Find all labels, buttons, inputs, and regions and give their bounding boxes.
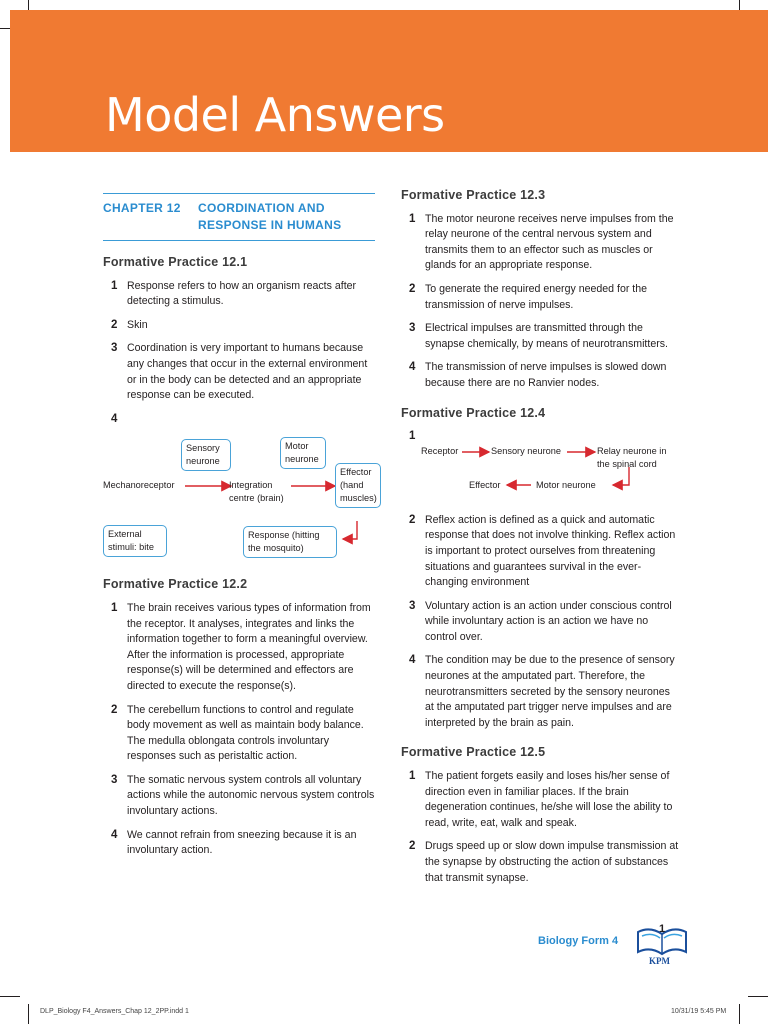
page-title: Model Answers	[105, 88, 445, 142]
item-text: The condition may be due to the presence of sensory neurones at the amputated part. Therefore, the neurotransmitters secreted by the sensory neurones at the amputated part trigger nerve impulses and are interpreted by the brain as pain.	[425, 654, 675, 729]
item-number: 3	[111, 773, 118, 786]
item-number: 1	[409, 770, 416, 783]
left-column	[103, 193, 375, 867]
response-pathway-diagram	[103, 429, 375, 569]
item-text: Reflex action is defined as a quick and automatic response that does not involve thinking. Reflex action is important to protect ourselves from threatening situations and guarantees survival in the ever-changing environment	[425, 513, 676, 589]
list-item	[401, 212, 679, 274]
reflex-arc-flow	[401, 445, 679, 505]
crop-mark	[28, 1004, 29, 1024]
footer-brand: Biology Form 4	[538, 935, 619, 947]
book-icon	[634, 922, 690, 958]
item-text	[127, 412, 375, 428]
page-number: 1	[658, 923, 666, 935]
item-number: 2	[111, 318, 118, 331]
crop-mark	[748, 996, 768, 997]
list-item	[401, 653, 679, 731]
item-number: 1	[111, 279, 118, 292]
list-item	[401, 360, 679, 391]
item-text: Skin	[127, 318, 148, 331]
item-text: Drugs speed up or slow down impulse transmission at the synapse by obstructing the action of substances that transmit synapse.	[425, 840, 679, 884]
list-item	[401, 839, 679, 886]
item-text: The somatic nervous system controls all voluntary actions while the autonomic nervous system controls involuntary actions.	[127, 773, 375, 818]
item-text: Electrical impulses are transmitted through the synapse chemically, by means of neurotransmitters.	[425, 322, 668, 350]
item-text: Response refers to how an organism reacts after detecting a stimulus.	[127, 279, 357, 308]
arrow	[343, 521, 357, 539]
item-text: Voluntary action is an action under conscious control while involuntary action is an action we have no control over.	[425, 599, 672, 643]
list-item	[103, 341, 375, 403]
chapter-heading	[103, 193, 375, 241]
box-label: External stimuli: bite	[108, 529, 154, 553]
motor-neurone-label: Motor neurone	[536, 479, 596, 490]
section-title: Formative Practice 12.3	[401, 188, 546, 202]
list-item	[103, 601, 375, 695]
list-item	[401, 513, 679, 591]
receptor-label: Receptor	[421, 445, 459, 456]
item-number: 4	[111, 828, 118, 841]
chapter-number: CHAPTER 12	[103, 201, 181, 215]
integration-centre-label: Integration centre (brain)	[229, 480, 284, 504]
crop-mark	[0, 996, 20, 997]
chapter-title: COORDINATION AND RESPONSE IN HUMANS	[198, 201, 342, 232]
item-text: The patient forgets easily and loses his/her sense of direction even in familiar places. If the brain degeneration continues, he/she will lose the ability to read, write, eat, walk and speak.	[425, 770, 673, 829]
list-item	[401, 282, 679, 313]
logo-text: KPM	[649, 956, 670, 966]
item-number: 3	[409, 599, 416, 612]
item-text: Coordination is very important to humans because any changes that occur in the external environment or in the body can be detected and an appropriate response can be executed.	[127, 342, 368, 402]
sensory-neurone-label: Sensory neurone	[491, 445, 561, 456]
effector-label: Effector	[469, 479, 501, 490]
crop-mark	[739, 1004, 740, 1024]
item-text: The transmission of nerve impulses is slowed down because there are no Ranvier nodes.	[425, 361, 667, 389]
box-label: Motor neurone	[285, 441, 319, 465]
relay-neurone-label: Relay neurone in the spinal cord	[597, 445, 667, 469]
mechanoreceptor-label: Mechanoreceptor	[103, 480, 175, 491]
header-banner	[10, 10, 768, 152]
item-number: 2	[409, 513, 416, 526]
item-number: 3	[409, 322, 416, 335]
section-title: Formative Practice 12.2	[103, 577, 248, 592]
item-number: 4	[409, 361, 416, 374]
item-number: 1	[409, 212, 416, 225]
section-title: Formative Practice 12.4	[401, 405, 546, 420]
item-text: The brain receives various types of information from the receptor. It analyses, integrates and links the information together to form a meaningful overview. After the information is processed, appropriate response(s) will be determined and effectors are directed to execute the response(s).	[127, 601, 371, 692]
item-number: 1	[111, 601, 118, 614]
item-number: 2	[409, 282, 416, 295]
list-item	[401, 769, 679, 831]
external-stimuli-box	[103, 525, 167, 557]
item-text: To generate the required energy needed for the transmission of nerve impulses.	[425, 282, 648, 311]
item-number: 4	[111, 412, 118, 425]
section-title: Formative Practice 12.5	[401, 745, 546, 760]
item-number: 3	[111, 342, 118, 355]
list-item	[103, 703, 375, 765]
list-item	[103, 318, 375, 334]
print-date: 10/31/19 5:45 PM	[671, 1008, 727, 1015]
sensory-neurone-box	[181, 439, 231, 471]
item-text: The motor neurone receives nerve impulses from the relay neurone of the central nervous system and transmits them to an effector such as muscles or glands for an appropriate response.	[425, 212, 674, 272]
right-column	[401, 188, 679, 894]
motor-neurone-box	[280, 437, 326, 469]
item-number: 2	[409, 840, 416, 853]
box-label: Effector (hand muscles)	[340, 467, 377, 504]
item-number: 4	[409, 654, 416, 667]
box-label: Sensory neurone	[186, 443, 220, 467]
item-number: 2	[111, 703, 118, 716]
list-item	[401, 599, 679, 646]
list-item	[103, 279, 375, 310]
list-item	[401, 321, 679, 352]
response-box	[243, 526, 337, 558]
list-item	[103, 412, 375, 428]
box-label: Response (hitting the mosquito)	[248, 530, 320, 554]
list-item	[401, 429, 679, 445]
item-text: The cerebellum functions to control and regulate body movement as well as maintain body balance. The medulla oblongata controls involuntary responses such as peristaltic action.	[127, 703, 364, 763]
list-item	[103, 773, 375, 820]
section-title: Formative Practice 12.1	[103, 255, 248, 269]
item-text: We cannot refrain from sneezing because it is an involuntary action.	[127, 828, 357, 857]
effector-box	[335, 463, 381, 508]
item-number: 1	[409, 430, 416, 443]
list-item	[103, 828, 375, 859]
file-info: DLP_Biology F4_Answers_Chap 12_2PP.indd 1	[40, 1008, 189, 1015]
